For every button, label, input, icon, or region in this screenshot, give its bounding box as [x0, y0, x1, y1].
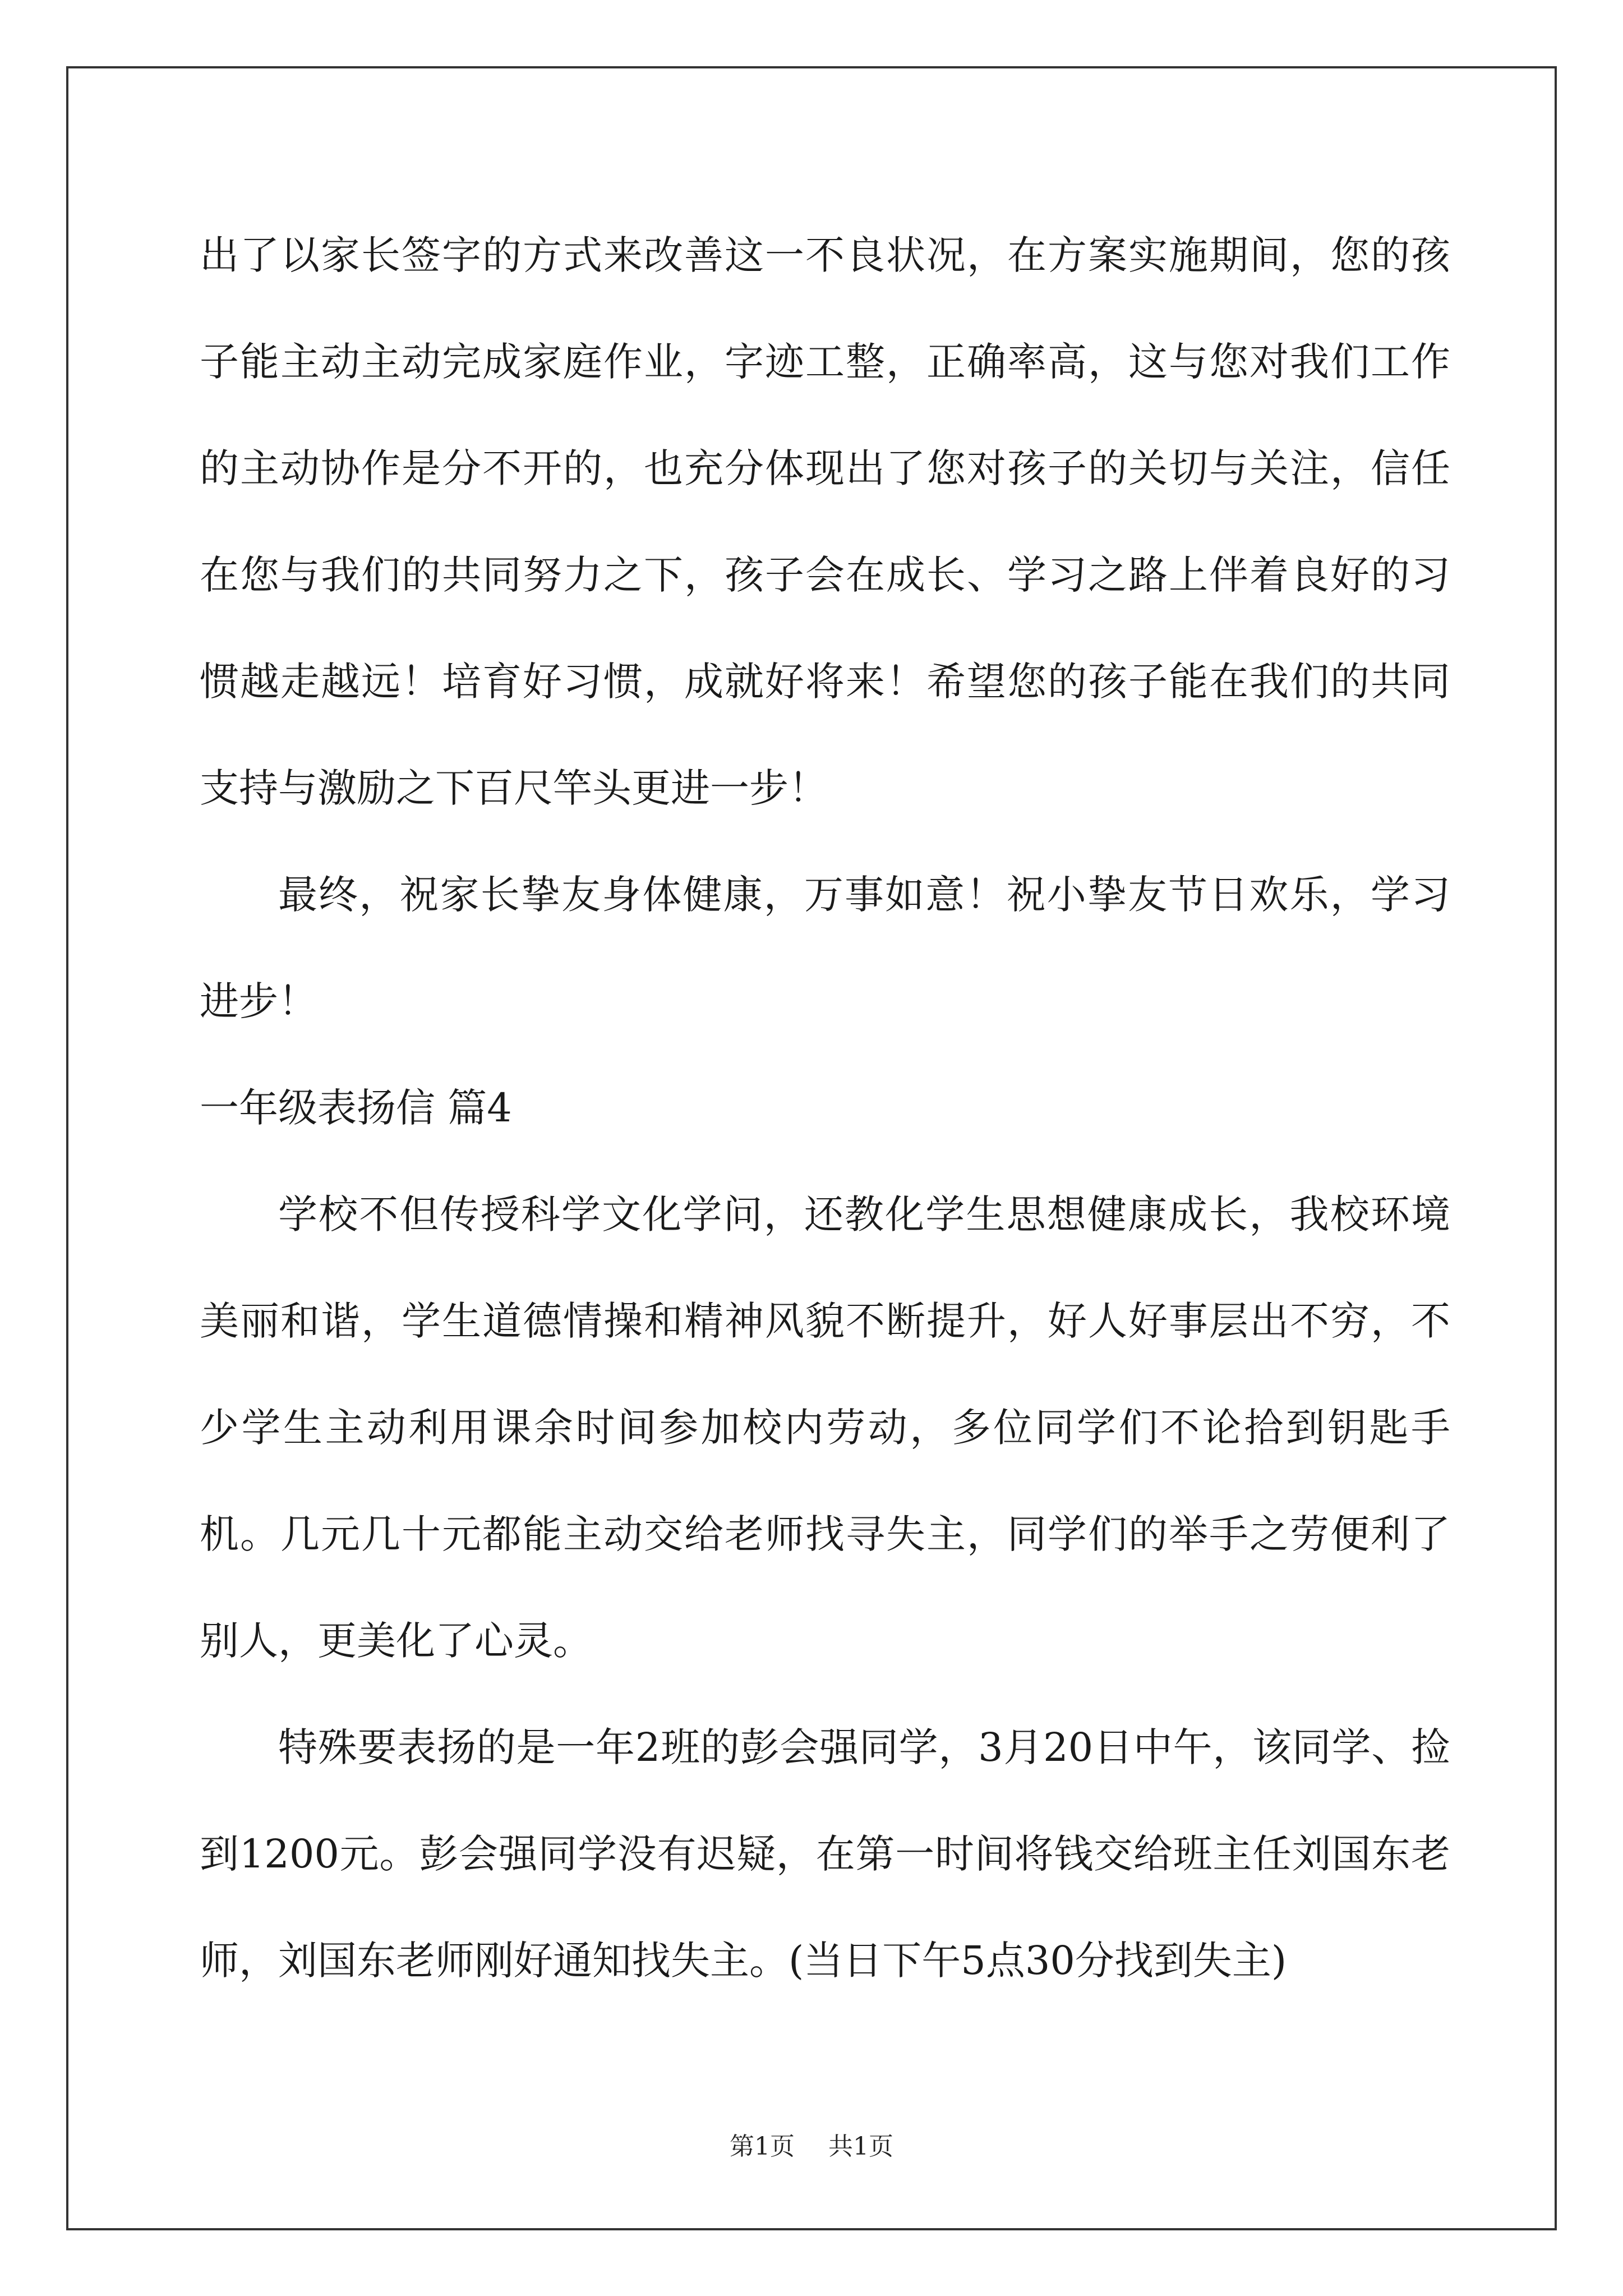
- page-footer: [0, 2126, 1623, 2162]
- page-number: 第1页: [730, 2132, 795, 2161]
- page-total: 共1页: [828, 2132, 893, 2161]
- paragraph-4: 特殊要表扬的是一年2班的彭会强同学，3月20日中午，该同学、捡到1200元。彭会强同学没有迟疑，在第一时间将钱交给班主任刘国东老师，刘国东老师刚好通知找失主。(当日下午5点30分找到失主): [200, 1724, 1450, 1984]
- paragraph-3: 学校不但传授科学文化学问，还教化学生思想健康成长，我校环境美丽和谐，学生道德情操和精神风貌不断提升，好人好事层出不穷，不少学生主动利用课余时间参加校内劳动，多位同学们不论拾到钥匙手机。几元几十元都能主动交给老师找寻失主，同学们的举手之劳便利了别人，更美化了心灵。: [200, 1191, 1450, 1664]
- paragraph-2: 最终，祝家长挚友身体健康，万事如意！祝小挚友节日欢乐，学习进步！: [200, 872, 1450, 1024]
- document-body: [200, 202, 1450, 2014]
- paragraph-1: 出了以家长签字的方式来改善这一不良状况，在方案实施期间，您的孩子能主动主动完成家庭作业，字迹工整，正确率高，这与您对我们工作的主动协作是分不开的，也充分体现出了您对孩子的关切与关注，信任在您与我们的共同努力之下，孩子会在成长、学习之路上伴着良好的习惯越走越远！培育好习惯，成就好将来！希望您的孩子能在我们的共同支持与激励之下百尺竿头更进一步！: [200, 232, 1450, 811]
- section-heading: 一年级表扬信 篇4: [200, 1085, 512, 1131]
